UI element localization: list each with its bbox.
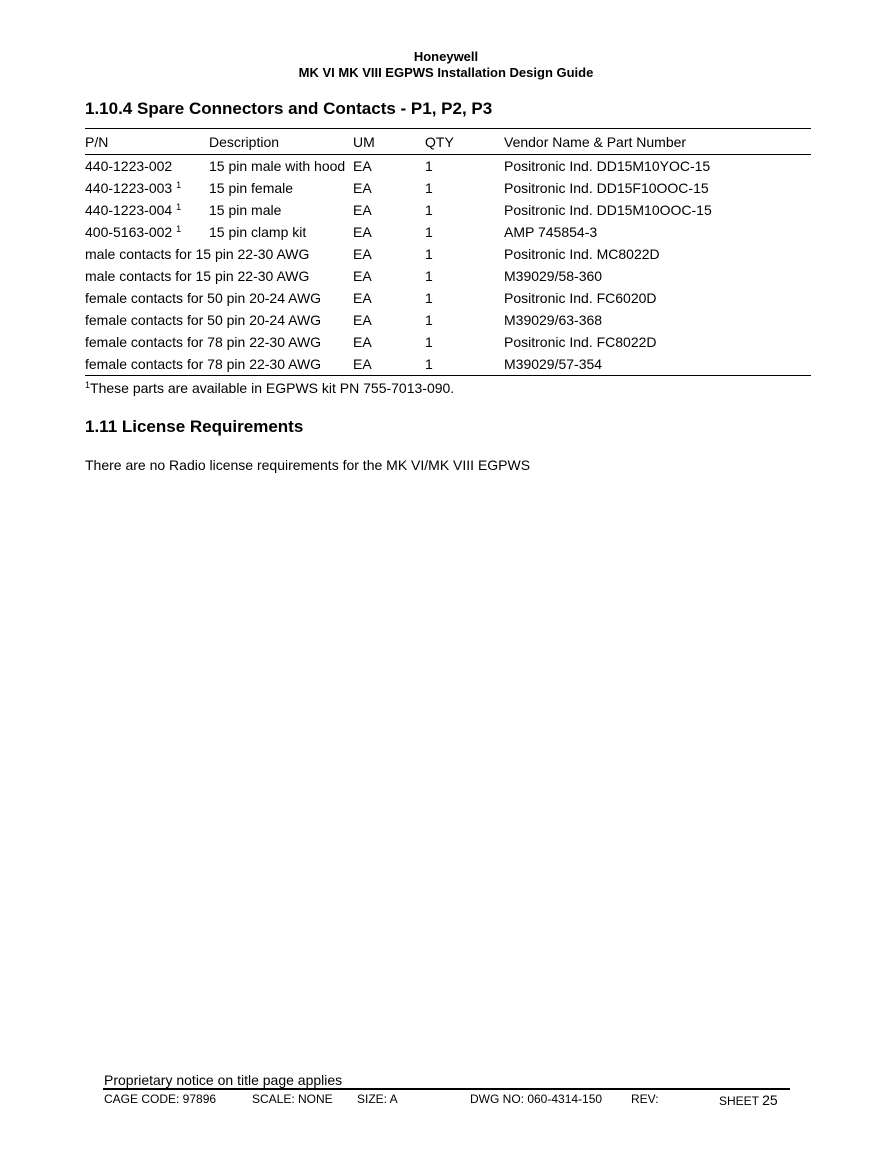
cell-vendor: Positronic Ind. FC8022D [504,334,657,350]
column-header-description: Description [209,129,353,155]
column-header-pn: P/N [85,129,209,155]
table-header-row [85,129,811,155]
cell-vendor: M39029/58-360 [504,268,603,284]
table-row [85,221,811,243]
cell-vendor: M39029/57-354 [504,353,811,376]
table-row [85,309,811,331]
cell-vendor: Positronic Ind. DD15F10OOC-15 [504,180,709,196]
cage-code: CAGE CODE: 97896 [104,1092,217,1106]
cell-um: EA [353,202,372,218]
revision-label: REV: [631,1092,659,1106]
cell-pn-description: male contacts for 15 pin 22-30 AWG [85,246,310,262]
cell-qty: 1 [425,290,433,306]
cell-qty: 1 [425,334,433,350]
cell-pn [85,199,209,221]
cell-vendor: M39029/63-368 [504,312,603,328]
cell-qty: 1 [425,312,433,328]
section-heading-spare-connectors: 1.10.4 Spare Connectors and Contacts - P1, P2, P3 [85,99,493,118]
footnote-text: These parts are available in EGPWS kit PN 755-7013-090. [90,380,455,396]
cell-um: EA [353,290,372,306]
column-header-um: UM [353,129,425,155]
cell-pn [85,221,209,243]
scale-label: SCALE: NONE [252,1092,333,1106]
cell-vendor: Positronic Ind. DD15M10OOC-15 [504,202,712,218]
table-footnote [85,380,454,396]
document-title: MK VI MK VIII EGPWS Installation Design Guide [298,65,594,80]
table-row [85,287,811,309]
cell-um: EA [353,312,372,328]
footnote-ref: 1 [176,202,182,212]
cell-pn-description: female contacts for 78 pin 22-30 AWG [85,353,353,376]
table-row [85,177,811,199]
column-header-vendor: Vendor Name & Part Number [504,129,811,155]
cell-vendor: AMP 745854-3 [504,224,598,240]
cell-vendor: Positronic Ind. DD15M10YOC-15 [504,158,711,174]
section-heading-license: 1.11 License Requirements [85,417,304,436]
cell-vendor: Positronic Ind. FC6020D [504,290,657,306]
cell-pn-description: female contacts for 50 pin 20-24 AWG [85,290,322,306]
cell-qty: 1 [425,353,504,376]
column-header-qty: QTY [425,129,504,155]
part-number: 440-1223-002 [85,158,173,174]
footer-divider [103,1088,790,1090]
cell-vendor: Positronic Ind. MC8022D [504,246,660,262]
part-number: 440-1223-003 [85,180,173,196]
table-row [85,331,811,353]
document-header [0,49,892,81]
table-row [85,243,811,265]
part-number: 440-1223-004 [85,202,173,218]
cell-qty: 1 [425,268,433,284]
spare-parts-table [85,128,811,376]
cell-pn-description: female contacts for 50 pin 20-24 AWG [85,312,322,328]
cell-pn-description: male contacts for 15 pin 22-30 AWG [85,268,310,284]
cell-um: EA [353,353,425,376]
company-name: Honeywell [413,49,479,64]
cell-qty: 1 [425,202,433,218]
table-row [85,353,811,376]
table-row [85,155,811,178]
cell-pn [85,155,209,178]
footnote-mark: 1 [85,380,91,390]
cell-um: EA [353,224,372,240]
cell-description: 15 pin clamp kit [209,224,307,240]
cell-um: EA [353,268,372,284]
cell-um: EA [353,158,372,174]
cell-um: EA [353,180,372,196]
cell-description: 15 pin female [209,180,294,196]
license-paragraph: There are no Radio license requirements for the MK VI/MK VIII EGPWS [85,457,531,473]
cell-description: 15 pin male with hood [209,158,346,174]
drawing-number: DWG NO: 060-4314-150 [470,1092,603,1106]
footnote-ref: 1 [176,180,182,190]
cell-qty: 1 [425,158,433,174]
sheet-number: 25 [762,1092,778,1108]
cell-um: EA [353,334,372,350]
cell-qty: 1 [425,224,433,240]
cell-um: EA [353,246,372,262]
cell-pn-description: female contacts for 78 pin 22-30 AWG [85,334,322,350]
sheet-label [719,1092,778,1108]
part-number: 400-5163-002 [85,224,173,240]
table-row [85,265,811,287]
cell-qty: 1 [425,180,433,196]
sheet-text: SHEET [719,1094,759,1108]
cell-qty: 1 [425,246,433,262]
footnote-ref: 1 [176,224,182,234]
cell-pn [85,177,209,199]
size-label: SIZE: A [357,1092,398,1106]
table-row [85,199,811,221]
cell-description: 15 pin male [209,202,282,218]
proprietary-notice: Proprietary notice on title page applies [104,1072,343,1088]
